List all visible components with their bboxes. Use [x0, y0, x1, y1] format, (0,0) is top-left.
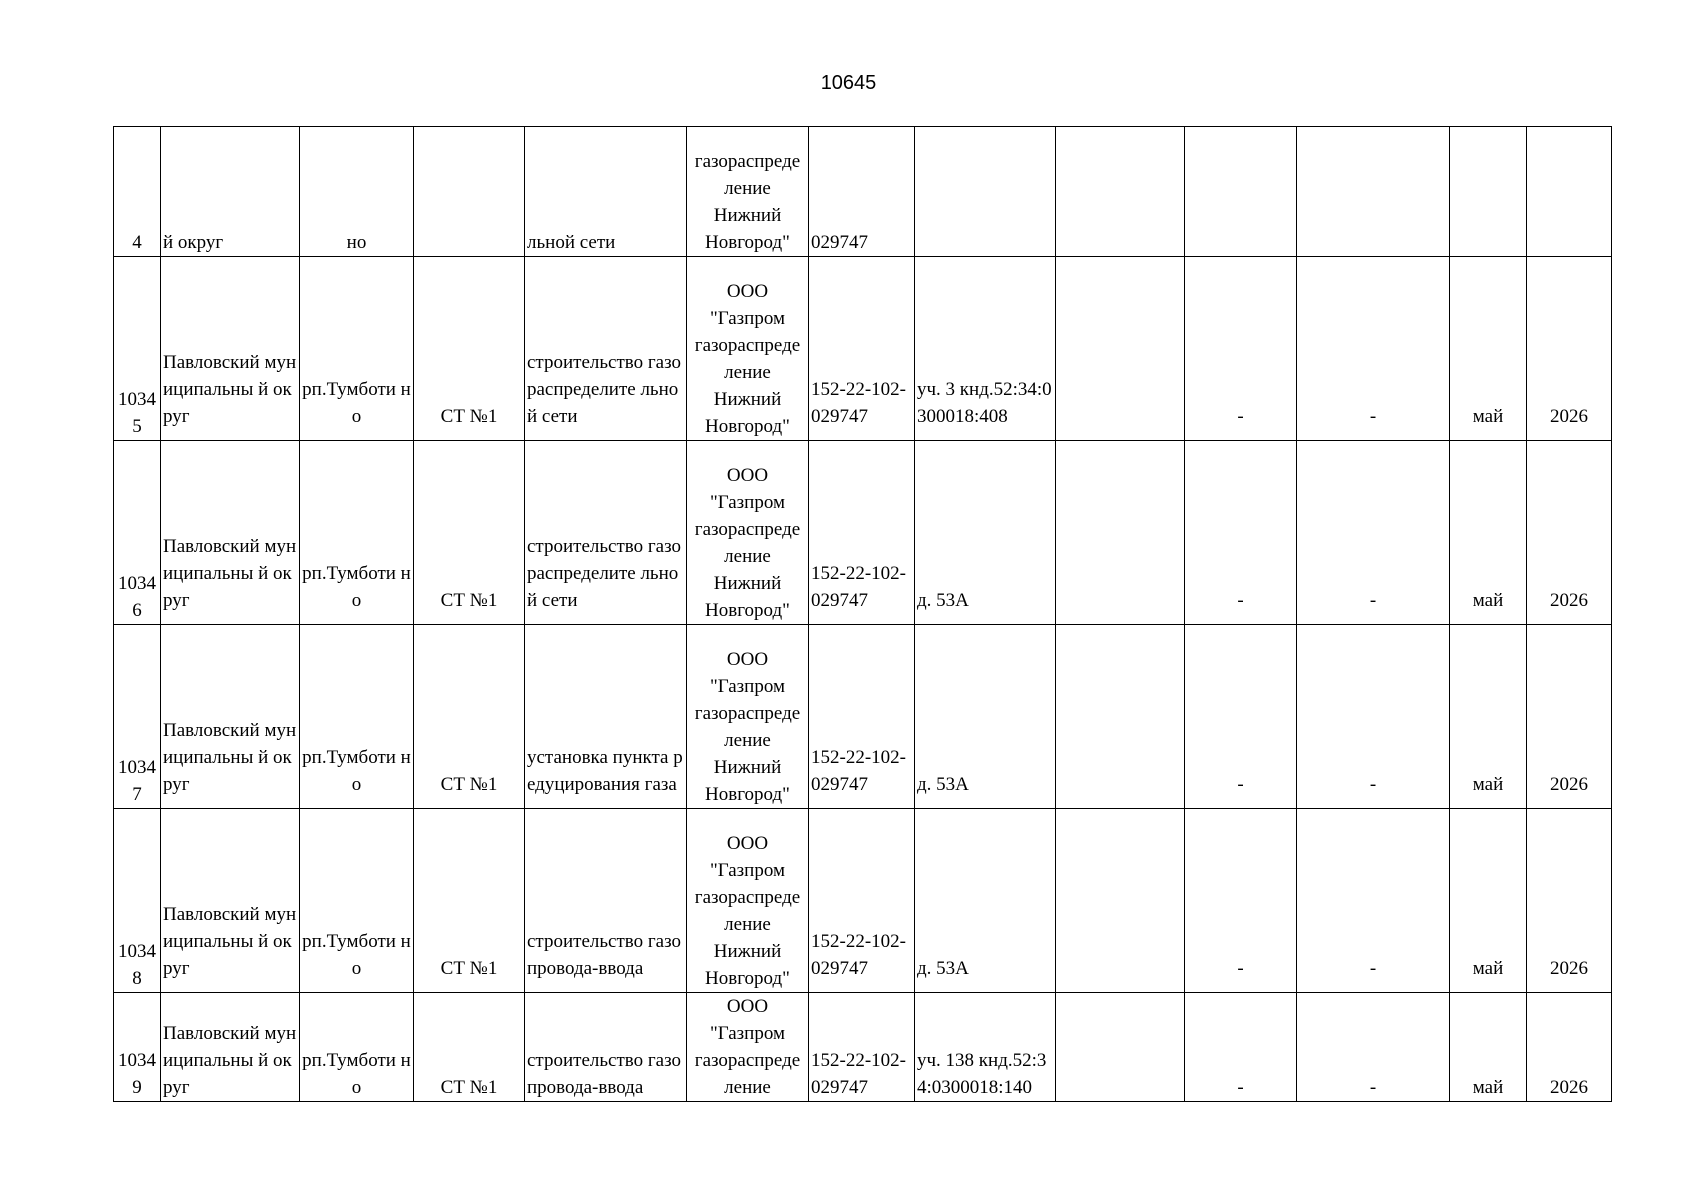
- locality-cell: рп.Тумботи но: [300, 809, 414, 993]
- organization-line: Нижний: [713, 573, 782, 594]
- work-type-cell: строительство газопровода-ввода: [525, 809, 687, 993]
- work-type-cell: строительство газораспределите льной сети: [525, 257, 687, 441]
- organization-cell: [687, 127, 809, 257]
- table-row: [114, 809, 1612, 993]
- table-body: [114, 127, 1612, 1102]
- organization-line: газораспреде: [694, 519, 801, 540]
- month-cell: май: [1450, 993, 1527, 1102]
- organization-line: Нижний: [713, 941, 782, 962]
- row-number-cell: 1034 9: [114, 993, 161, 1102]
- organization-line: ление: [724, 730, 771, 751]
- row-number-cell: 1034 5: [114, 257, 161, 441]
- work-type-cell: строительство газораспределите льной сети: [525, 441, 687, 625]
- organization-line: "Газпром: [709, 860, 786, 881]
- year-cell: 2026: [1527, 993, 1612, 1102]
- register-table: [113, 126, 1612, 1102]
- year-cell: 2026: [1527, 625, 1612, 809]
- organization-line: Новгород": [705, 416, 790, 437]
- address-cell: д. 53А: [915, 809, 1056, 993]
- district-cell: Павловский муниципальны й округ: [161, 257, 300, 441]
- organization-line: Нижний: [713, 389, 782, 410]
- organization-line: "Газпром: [709, 308, 786, 329]
- address-cell: д. 53А: [915, 625, 1056, 809]
- organization-line: газораспреде: [694, 703, 801, 724]
- month-cell: [1450, 127, 1527, 257]
- organization-line: газораспреде: [694, 151, 801, 172]
- dash-cell: -: [1297, 809, 1450, 993]
- table-row: [114, 127, 1612, 257]
- empty-cell: [1056, 441, 1185, 625]
- dash-cell: -: [1297, 625, 1450, 809]
- organization-cell: [687, 441, 809, 625]
- site-cell: СТ №1: [414, 625, 525, 809]
- organization-line: ление: [724, 914, 771, 935]
- dash-cell: -: [1297, 257, 1450, 441]
- dash-cell: -: [1185, 441, 1297, 625]
- table-row: [114, 625, 1612, 809]
- site-cell: СТ №1: [414, 441, 525, 625]
- registry-number-cell: 029747: [809, 127, 915, 257]
- dash-cell: -: [1185, 809, 1297, 993]
- site-cell: СТ №1: [414, 993, 525, 1102]
- organization-line: ООО: [726, 281, 769, 302]
- organization-line: газораспреде: [694, 887, 801, 908]
- locality-cell: рп.Тумботи но: [300, 993, 414, 1102]
- registry-number-cell: 152-22-102-029747: [809, 809, 915, 993]
- table-row: [114, 993, 1612, 1102]
- dash-cell: [1297, 127, 1450, 257]
- registry-number-cell: 152-22-102-029747: [809, 993, 915, 1102]
- empty-cell: [1056, 257, 1185, 441]
- site-cell: СТ №1: [414, 257, 525, 441]
- year-cell: 2026: [1527, 441, 1612, 625]
- organization-line: "Газпром: [709, 1023, 786, 1044]
- organization-line: Новгород": [705, 232, 790, 253]
- organization-line: газораспреде: [694, 1050, 801, 1071]
- registry-number-cell: 152-22-102-029747: [809, 257, 915, 441]
- organization-line: ление: [724, 1077, 771, 1098]
- organization-line: ООО: [726, 833, 769, 854]
- locality-cell: но: [300, 127, 414, 257]
- month-cell: май: [1450, 625, 1527, 809]
- organization-line: "Газпром: [709, 492, 786, 513]
- organization-line: Новгород": [705, 600, 790, 621]
- empty-cell: [1056, 127, 1185, 257]
- district-cell: Павловский муниципальны й округ: [161, 441, 300, 625]
- locality-cell: рп.Тумботи но: [300, 625, 414, 809]
- work-type-cell: льной сети: [525, 127, 687, 257]
- row-number-cell: 1034 7: [114, 625, 161, 809]
- site-cell: СТ №1: [414, 809, 525, 993]
- dash-cell: -: [1185, 257, 1297, 441]
- year-cell: [1527, 127, 1612, 257]
- address-cell: [915, 127, 1056, 257]
- organization-line: ление: [724, 362, 771, 383]
- table-row: [114, 257, 1612, 441]
- organization-line: Нижний: [713, 205, 782, 226]
- empty-cell: [1056, 809, 1185, 993]
- empty-cell: [1056, 993, 1185, 1102]
- district-cell: й округ: [161, 127, 300, 257]
- organization-line: ООО: [726, 649, 769, 670]
- table-row: [114, 441, 1612, 625]
- organization-line: ление: [724, 546, 771, 567]
- empty-cell: [1056, 625, 1185, 809]
- month-cell: май: [1450, 809, 1527, 993]
- year-cell: 2026: [1527, 809, 1612, 993]
- row-number-cell: 1034 8: [114, 809, 161, 993]
- dash-cell: -: [1185, 993, 1297, 1102]
- organization-line: Нижний: [713, 757, 782, 778]
- address-cell: уч. 3 кнд.52:34:0300018:408: [915, 257, 1056, 441]
- organization-line: Новгород": [705, 784, 790, 805]
- row-number-cell: 4: [114, 127, 161, 257]
- organization-line: ООО: [726, 996, 769, 1017]
- month-cell: май: [1450, 257, 1527, 441]
- site-cell: [414, 127, 525, 257]
- address-cell: д. 53А: [915, 441, 1056, 625]
- work-type-cell: установка пункта редуцирования газа: [525, 625, 687, 809]
- locality-cell: рп.Тумботи но: [300, 257, 414, 441]
- district-cell: Павловский муниципальны й округ: [161, 993, 300, 1102]
- organization-cell: [687, 809, 809, 993]
- work-type-cell: строительство газопровода-ввода: [525, 993, 687, 1102]
- organization-line: ление: [724, 178, 771, 199]
- locality-cell: рп.Тумботи но: [300, 441, 414, 625]
- organization-line: газораспреде: [694, 335, 801, 356]
- row-number-cell: 1034 6: [114, 441, 161, 625]
- organization-line: "Газпром: [709, 676, 786, 697]
- dash-cell: -: [1297, 441, 1450, 625]
- dash-cell: -: [1297, 993, 1450, 1102]
- organization-line: ООО: [726, 465, 769, 486]
- year-cell: 2026: [1527, 257, 1612, 441]
- organization-line: Новгород": [705, 968, 790, 989]
- address-cell: уч. 138 кнд.52:34:0300018:140: [915, 993, 1056, 1102]
- registry-number-cell: 152-22-102-029747: [809, 625, 915, 809]
- organization-cell: [687, 625, 809, 809]
- district-cell: Павловский муниципальны й округ: [161, 625, 300, 809]
- organization-cell: [687, 993, 809, 1102]
- dash-cell: -: [1185, 625, 1297, 809]
- organization-cell: [687, 257, 809, 441]
- registry-number-cell: 152-22-102-029747: [809, 441, 915, 625]
- district-cell: Павловский муниципальны й округ: [161, 809, 300, 993]
- dash-cell: [1185, 127, 1297, 257]
- month-cell: май: [1450, 441, 1527, 625]
- page-number: 10645: [820, 72, 877, 94]
